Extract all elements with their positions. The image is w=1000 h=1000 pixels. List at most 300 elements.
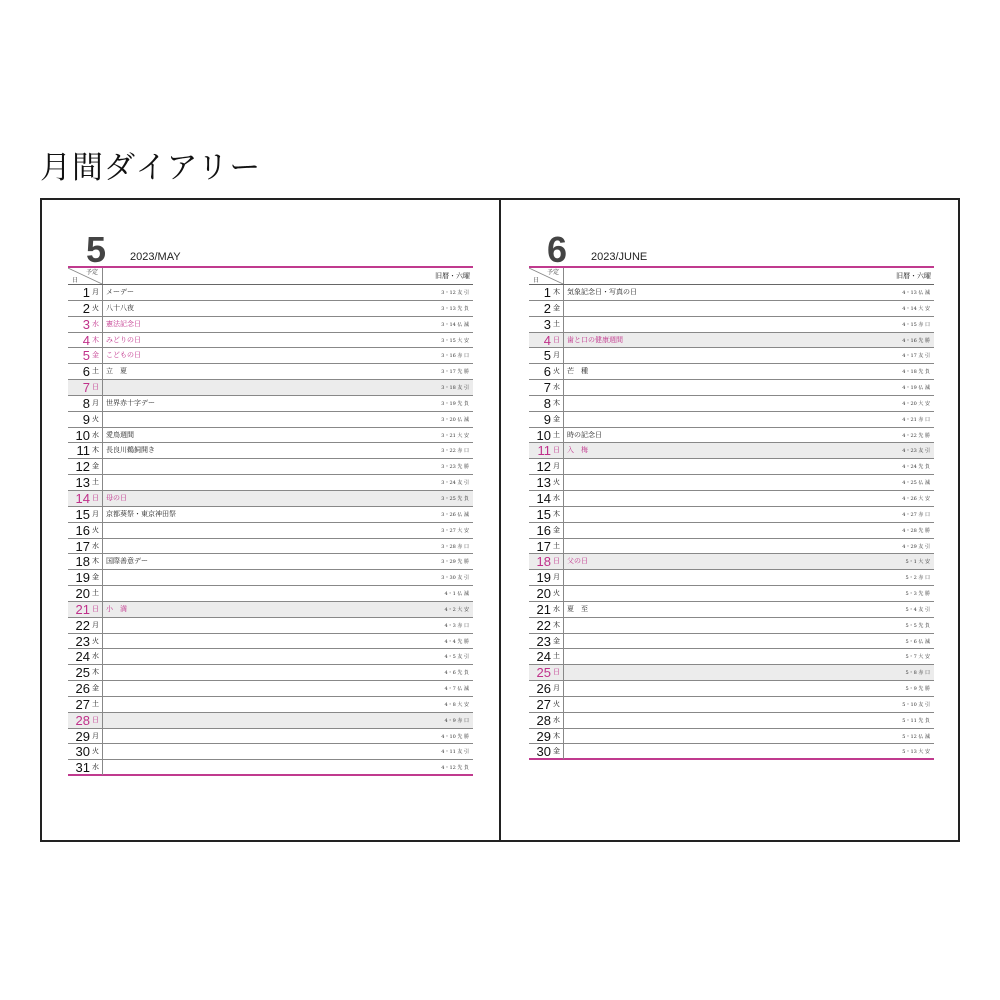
weekday-label: 土	[92, 589, 99, 598]
lunar-rokuyo: 4・7 仏 滅	[444, 686, 469, 693]
table-row	[68, 586, 473, 602]
weekday-label: 金	[92, 684, 99, 693]
day-number: 19	[536, 570, 551, 586]
day-number: 10	[536, 427, 551, 443]
table-row	[529, 285, 934, 301]
lunar-rokuyo: 5・2 赤 口	[905, 575, 930, 582]
column-divider	[102, 665, 103, 681]
table-row	[68, 396, 473, 412]
column-divider	[102, 570, 103, 586]
weekday-label: 水	[553, 604, 560, 613]
day-number: 16	[75, 522, 90, 538]
table-row	[529, 634, 934, 650]
column-divider	[102, 729, 103, 745]
column-divider	[102, 539, 103, 555]
column-divider	[102, 348, 103, 364]
day-number: 23	[536, 633, 551, 649]
column-divider	[563, 523, 564, 539]
table-row	[529, 459, 934, 475]
lunar-rokuyo: 5・12 仏 滅	[902, 733, 930, 740]
event-text: 父の日	[567, 557, 588, 566]
column-divider	[102, 364, 103, 380]
lunar-rokuyo: 3・16 赤 口	[441, 353, 469, 360]
lunar-rokuyo: 3・19 先 負	[441, 400, 469, 407]
day-number: 19	[75, 570, 90, 586]
column-divider	[563, 475, 564, 491]
lunar-rokuyo: 3・25 先 負	[441, 495, 469, 502]
day-number: 30	[75, 744, 90, 760]
table-row	[529, 428, 934, 444]
day-number: 24	[536, 649, 551, 665]
weekday-label: 木	[553, 288, 560, 296]
lunar-rokuyo: 4・10 先 勝	[441, 733, 469, 740]
table-row	[68, 459, 473, 475]
table-row	[529, 301, 934, 317]
event-text: 時の記念日	[567, 430, 602, 439]
lunar-rokuyo: 4・28 先 勝	[902, 527, 930, 534]
table-row	[529, 475, 934, 491]
table-row	[529, 380, 934, 396]
weekday-label: 水	[92, 652, 99, 661]
day-number: 14	[536, 490, 551, 506]
weekday-label: 日	[553, 668, 560, 677]
column-divider	[102, 554, 103, 570]
day-number: 2	[543, 300, 551, 316]
column-divider	[563, 507, 564, 523]
table-row	[529, 396, 934, 412]
month-label: 2023/JUNE	[591, 251, 648, 263]
table-row	[529, 665, 934, 681]
day-number: 17	[536, 538, 551, 554]
table-row	[68, 697, 473, 713]
day-number: 31	[75, 760, 90, 776]
lunar-rokuyo: 4・17 友 引	[902, 353, 930, 360]
weekday-label: 火	[92, 747, 99, 756]
column-divider	[563, 618, 564, 634]
weekday-label: 木	[92, 335, 99, 344]
month-number: 5	[86, 229, 107, 270]
lunar-rokuyo: 3・13 先 負	[441, 305, 469, 312]
table-row	[529, 348, 934, 364]
weekday-label: 月	[553, 573, 560, 582]
column-divider	[563, 301, 564, 317]
table-row	[68, 713, 473, 729]
event-text: 国際善意デー	[106, 557, 148, 566]
header-day-label: 日	[533, 277, 540, 284]
weekday-label: 月	[92, 731, 99, 740]
header-day-label: 日	[72, 277, 79, 284]
table-row	[68, 744, 473, 760]
weekday-label: 日	[92, 383, 99, 392]
lunar-rokuyo: 4・20 大 安	[902, 400, 930, 407]
table-row	[68, 649, 473, 665]
weekday-label: 月	[553, 351, 560, 360]
weekday-label: 土	[553, 541, 560, 550]
weekday-label: 月	[92, 288, 99, 296]
day-number: 17	[75, 538, 90, 554]
weekday-label: 火	[92, 414, 99, 423]
table-row	[68, 428, 473, 444]
header-corner	[68, 268, 103, 284]
lunar-rokuyo: 5・7 大 安	[905, 654, 930, 661]
event-text: 夏 至	[567, 604, 588, 613]
lunar-rokuyo: 4・9 赤 口	[444, 717, 469, 724]
table-row	[529, 713, 934, 729]
day-number: 5	[543, 348, 551, 364]
weekday-label: 火	[92, 525, 99, 534]
column-divider	[563, 459, 564, 475]
day-number: 11	[537, 443, 551, 459]
table-row	[68, 301, 473, 317]
lunar-rokuyo: 3・24 友 引	[441, 480, 469, 487]
header-calendar-label: 旧暦・六曜	[896, 272, 931, 280]
lunar-rokuyo: 3・26 仏 滅	[441, 511, 469, 518]
column-divider	[563, 285, 564, 301]
lunar-rokuyo: 4・26 大 安	[902, 495, 930, 502]
weekday-label: 日	[553, 557, 560, 566]
weekday-label: 水	[92, 541, 99, 550]
table-row	[529, 491, 934, 507]
day-number: 26	[75, 681, 90, 697]
column-divider	[563, 713, 564, 729]
lunar-rokuyo: 4・4 先 勝	[444, 638, 469, 645]
lunar-rokuyo: 5・13 大 安	[902, 749, 930, 756]
table-row	[529, 744, 934, 760]
column-divider	[102, 649, 103, 665]
day-number: 29	[75, 728, 90, 744]
weekday-label: 木	[92, 557, 99, 566]
header-plan-label: 予定	[86, 269, 99, 276]
page-title: 月間ダイアリー	[40, 150, 262, 186]
weekday-label: 月	[553, 684, 560, 693]
page-june	[499, 198, 960, 842]
table-row	[68, 602, 473, 618]
column-divider	[102, 586, 103, 602]
weekday-label: 金	[553, 525, 560, 534]
table-row	[529, 602, 934, 618]
day-number: 10	[75, 427, 90, 443]
day-table	[68, 266, 473, 776]
day-number: 15	[75, 506, 90, 522]
weekday-label: 月	[92, 509, 99, 518]
column-divider	[563, 491, 564, 507]
table-row	[529, 618, 934, 634]
table-row	[68, 523, 473, 539]
table-row	[68, 681, 473, 697]
weekday-label: 木	[92, 446, 99, 455]
column-divider	[102, 317, 103, 333]
column-divider	[563, 634, 564, 650]
lunar-rokuyo: 3・27 大 安	[441, 527, 469, 534]
lunar-rokuyo: 3・17 先 勝	[441, 369, 469, 376]
lunar-rokuyo: 5・3 先 勝	[905, 591, 930, 598]
column-divider	[102, 618, 103, 634]
column-divider	[102, 396, 103, 412]
day-number: 13	[536, 475, 551, 491]
weekday-label: 火	[92, 636, 99, 645]
column-divider	[102, 697, 103, 713]
event-text: 長良川鵜飼開き	[106, 446, 155, 455]
table-row	[68, 364, 473, 380]
table-row	[68, 412, 473, 428]
header-corner	[529, 268, 564, 284]
column-divider	[102, 634, 103, 650]
table-row	[529, 681, 934, 697]
column-divider	[563, 364, 564, 380]
day-number: 7	[82, 380, 90, 396]
weekday-label: 月	[92, 398, 99, 407]
day-number: 30	[536, 744, 551, 760]
column-divider	[102, 744, 103, 760]
column-divider	[563, 602, 564, 618]
lunar-rokuyo: 4・2 大 安	[444, 606, 469, 613]
table-row	[529, 364, 934, 380]
column-divider	[563, 317, 564, 333]
event-text: 憲法記念日	[106, 319, 141, 328]
column-divider	[563, 665, 564, 681]
lunar-rokuyo: 4・19 仏 滅	[902, 385, 930, 392]
table-row	[68, 634, 473, 650]
day-number: 13	[75, 475, 90, 491]
event-text: 気象記念日・写真の日	[567, 288, 637, 296]
table-row	[68, 618, 473, 634]
table-row	[68, 729, 473, 745]
weekday-label: 木	[553, 731, 560, 740]
table-row	[68, 285, 473, 301]
table-header	[529, 266, 934, 285]
day-number: 29	[536, 728, 551, 744]
lunar-rokuyo: 5・5 先 負	[905, 622, 930, 629]
day-number: 8	[543, 395, 551, 411]
lunar-rokuyo: 4・3 赤 口	[444, 622, 469, 629]
day-number: 4	[82, 332, 90, 348]
weekday-label: 木	[92, 668, 99, 677]
weekday-label: 水	[553, 715, 560, 724]
lunar-rokuyo: 3・20 仏 滅	[441, 416, 469, 423]
day-number: 3	[82, 316, 90, 332]
lunar-rokuyo: 5・8 赤 口	[905, 670, 930, 677]
lunar-rokuyo: 4・13 仏 滅	[902, 290, 930, 296]
weekday-label: 金	[553, 747, 560, 756]
lunar-rokuyo: 5・1 大 安	[905, 559, 930, 566]
weekday-label: 日	[92, 715, 99, 724]
lunar-rokuyo: 4・29 友 引	[902, 543, 930, 550]
column-divider	[563, 744, 564, 759]
event-text: 小 満	[106, 604, 127, 613]
column-divider	[563, 380, 564, 396]
table-row	[68, 539, 473, 555]
lunar-rokuyo: 4・24 先 負	[902, 464, 930, 471]
weekday-label: 火	[92, 303, 99, 312]
lunar-rokuyo: 4・8 大 安	[444, 701, 469, 708]
day-number: 2	[82, 300, 90, 316]
lunar-rokuyo: 3・23 先 勝	[441, 464, 469, 471]
day-number: 1	[82, 285, 90, 300]
day-number: 20	[75, 586, 90, 602]
lunar-rokuyo: 3・29 先 勝	[441, 559, 469, 566]
lunar-rokuyo: 5・4 友 引	[905, 606, 930, 613]
weekday-label: 木	[553, 620, 560, 629]
weekday-label: 水	[92, 319, 99, 328]
weekday-label: 火	[553, 589, 560, 598]
lunar-rokuyo: 5・6 仏 滅	[905, 638, 930, 645]
column-divider	[563, 333, 564, 349]
day-table	[529, 266, 934, 760]
lunar-rokuyo: 5・9 先 勝	[905, 686, 930, 693]
table-row	[529, 412, 934, 428]
day-number: 24	[75, 649, 90, 665]
table-row	[68, 760, 473, 776]
weekday-label: 金	[553, 636, 560, 645]
weekday-label: 水	[92, 430, 99, 439]
day-number: 12	[536, 459, 551, 475]
table-row	[529, 697, 934, 713]
weekday-label: 土	[92, 699, 99, 708]
lunar-rokuyo: 4・6 先 負	[444, 670, 469, 677]
column-divider	[563, 554, 564, 570]
day-number: 14	[75, 490, 90, 506]
day-number: 3	[543, 316, 551, 332]
lunar-rokuyo: 3・12 友 引	[441, 290, 469, 296]
day-number: 28	[536, 712, 551, 728]
column-divider	[102, 380, 103, 396]
column-divider	[563, 697, 564, 713]
lunar-rokuyo: 4・1 仏 滅	[444, 591, 469, 598]
weekday-label: 日	[553, 446, 560, 455]
lunar-rokuyo: 4・21 赤 口	[902, 416, 930, 423]
weekday-label: 金	[92, 573, 99, 582]
table-row	[529, 729, 934, 745]
weekday-label: 月	[92, 620, 99, 629]
lunar-rokuyo: 3・30 友 引	[441, 575, 469, 582]
lunar-rokuyo: 4・11 友 引	[441, 749, 469, 756]
weekday-label: 金	[553, 414, 560, 423]
column-divider	[102, 507, 103, 523]
table-row	[68, 570, 473, 586]
weekday-label: 金	[92, 351, 99, 360]
lunar-rokuyo: 4・22 先 勝	[902, 432, 930, 439]
lunar-rokuyo: 4・14 大 安	[902, 305, 930, 312]
column-divider	[563, 348, 564, 364]
column-divider	[102, 681, 103, 697]
event-text: 歯と口の健康週間	[567, 335, 623, 344]
event-text: 母の日	[106, 493, 127, 502]
weekday-label: 水	[553, 383, 560, 392]
lunar-rokuyo: 4・18 先 負	[902, 369, 930, 376]
day-number: 6	[543, 364, 551, 380]
month-number: 6	[547, 229, 568, 270]
weekday-label: 日	[92, 493, 99, 502]
day-number: 20	[536, 586, 551, 602]
table-row	[529, 333, 934, 349]
column-divider	[102, 412, 103, 428]
table-row	[68, 665, 473, 681]
table-row	[68, 507, 473, 523]
table-row	[68, 380, 473, 396]
column-divider	[563, 443, 564, 459]
column-divider	[102, 285, 103, 301]
day-number: 23	[75, 633, 90, 649]
column-divider	[102, 459, 103, 475]
day-number: 18	[75, 554, 90, 570]
table-row	[529, 523, 934, 539]
table-row	[68, 317, 473, 333]
column-divider	[563, 729, 564, 745]
table-row	[529, 317, 934, 333]
day-number: 5	[82, 348, 90, 364]
column-divider	[102, 523, 103, 539]
table-row	[529, 554, 934, 570]
lunar-rokuyo: 3・28 赤 口	[441, 543, 469, 550]
event-text: 世界赤十字デー	[106, 398, 155, 407]
column-divider	[102, 602, 103, 618]
day-number: 26	[536, 681, 551, 697]
table-row	[529, 443, 934, 459]
event-text: こどもの日	[106, 351, 141, 360]
weekday-label: 土	[553, 652, 560, 661]
table-row	[68, 491, 473, 507]
weekday-label: 日	[92, 604, 99, 613]
table-row	[529, 649, 934, 665]
table-row	[529, 570, 934, 586]
weekday-label: 火	[553, 367, 560, 376]
day-number: 1	[543, 285, 551, 300]
day-number: 11	[76, 443, 90, 459]
weekday-label: 火	[553, 478, 560, 487]
weekday-label: 火	[553, 699, 560, 708]
event-text: 京都葵祭・東京神田祭	[106, 509, 176, 518]
table-row	[68, 348, 473, 364]
weekday-label: 水	[553, 493, 560, 502]
weekday-label: 木	[553, 509, 560, 518]
day-number: 16	[536, 522, 551, 538]
day-number: 25	[536, 665, 551, 681]
weekday-label: 土	[553, 319, 560, 328]
column-divider	[102, 760, 103, 775]
weekday-label: 土	[92, 478, 99, 487]
event-text: 愛鳥週間	[106, 430, 134, 439]
column-divider	[102, 301, 103, 317]
lunar-rokuyo: 3・22 赤 口	[441, 448, 469, 455]
month-label: 2023/MAY	[130, 251, 181, 263]
day-number: 7	[543, 380, 551, 396]
table-row	[529, 507, 934, 523]
day-number: 22	[536, 617, 551, 633]
day-number: 4	[543, 332, 551, 348]
table-row	[68, 333, 473, 349]
weekday-label: 日	[553, 335, 560, 344]
table-row	[529, 586, 934, 602]
column-divider	[102, 475, 103, 491]
lunar-rokuyo: 5・11 先 負	[902, 717, 930, 724]
column-divider	[563, 396, 564, 412]
weekday-label: 水	[92, 763, 99, 772]
day-number: 6	[82, 364, 90, 380]
weekday-label: 土	[553, 430, 560, 439]
weekday-label: 土	[92, 367, 99, 376]
header-plan-label: 予定	[547, 269, 560, 276]
day-number: 25	[75, 665, 90, 681]
day-number: 8	[82, 395, 90, 411]
table-header	[68, 266, 473, 285]
column-divider	[563, 570, 564, 586]
event-text: 入 梅	[567, 446, 588, 455]
lunar-rokuyo: 4・27 赤 口	[902, 511, 930, 518]
event-text: 芒 種	[567, 367, 588, 376]
lunar-rokuyo: 3・15 大 安	[441, 337, 469, 344]
event-text: 八十八夜	[106, 303, 134, 312]
header-calendar-label: 旧暦・六曜	[435, 272, 470, 280]
